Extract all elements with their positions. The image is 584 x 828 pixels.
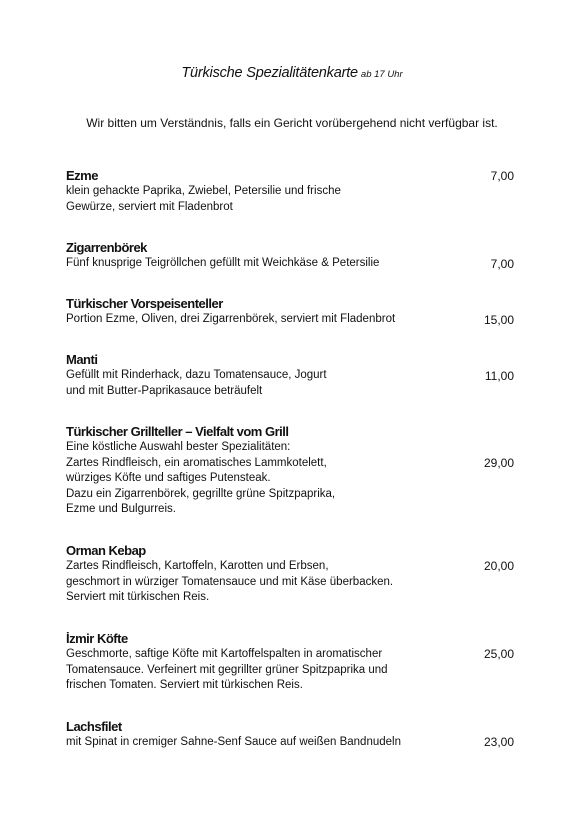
menu-item-ezme	[66, 168, 518, 215]
item-description	[66, 368, 466, 399]
item-description-line: Zartes Rindfleisch, Kartoffeln, Karotten und Erbsen,	[66, 560, 329, 572]
item-description-line: frischen Tomaten. Serviert mit türkischen Reis.	[66, 679, 303, 691]
item-price: 7,00	[490, 169, 514, 183]
item-price: 25,00	[483, 647, 514, 661]
item-description-line: und mit Butter-Paprikasauce beträufelt	[66, 384, 263, 397]
item-price: 7,00	[490, 257, 514, 271]
title-line	[0, 64, 584, 82]
item-description-line: Fünf knusprige Teigröllchen gefüllt mit Weichkäse & Petersilie	[66, 257, 380, 269]
item-description-line: Ezme und Bulgurreis.	[66, 503, 176, 515]
item-name: Manti	[66, 352, 98, 367]
item-price: 20,00	[483, 559, 514, 573]
item-description	[66, 312, 466, 328]
item-description	[66, 735, 466, 751]
item-name: Türkischer Grillteller – Vielfalt vom Grill	[66, 424, 289, 439]
item-description	[66, 440, 466, 518]
item-description-line: geschmort in würziger Tomatensauce und mit Käse überbacken.	[66, 575, 394, 588]
item-description-line: Geschmorte, saftige Köfte mit Kartoffelspalten in aromatischer	[66, 648, 383, 660]
item-price: 23,00	[483, 735, 514, 749]
item-description-line: mit Spinat in cremiger Sahne-Senf Sauce auf weißen Bandnudeln	[66, 736, 401, 748]
page-title: Türkische Spezialitätenkarte	[181, 65, 358, 81]
item-description-line: Dazu ein Zigarrenbörek, gegrillte grüne Spitzpaprika,	[66, 487, 336, 500]
item-price: 11,00	[484, 369, 514, 383]
item-description-line: Portion Ezme, Oliven, drei Zigarrenbörek, serviert mit Fladenbrot	[66, 313, 396, 325]
availability-notice: Wir bitten um Verständnis, falls ein Gericht vorübergehend nicht verfügbar ist.	[86, 116, 498, 130]
item-price: 29,00	[483, 456, 514, 470]
menu-item-manti	[66, 352, 518, 399]
item-description-line: Gewürze, serviert mit Fladenbrot	[66, 200, 233, 213]
item-description-line: würziges Köfte und saftiges Putensteak.	[66, 472, 271, 484]
page-subtitle: ab 17 Uhr	[360, 69, 403, 80]
item-description	[66, 559, 466, 606]
item-name: İzmir Köfte	[66, 631, 128, 646]
item-description	[66, 184, 466, 215]
item-description-line: klein gehackte Paprika, Zwiebel, Petersilie und frische	[66, 185, 341, 197]
item-description-line: Eine köstliche Auswahl bester Spezialitäten:	[66, 441, 291, 453]
menu-item-vorspeisenteller	[66, 296, 518, 328]
menu-item-grillteller	[66, 424, 518, 518]
item-name: Türkischer Vorspeisenteller	[66, 296, 223, 311]
item-description-line: Gefüllt mit Rinderhack, dazu Tomatensauce, Jogurt	[66, 369, 327, 381]
item-description-line: Serviert mit türkischen Reis.	[66, 591, 210, 603]
menu-item-izmir-kofte	[66, 631, 518, 694]
item-price: 15,00	[483, 313, 514, 327]
menu-item-lachsfilet	[66, 719, 518, 751]
item-name: Ezme	[66, 168, 98, 183]
item-description	[66, 647, 466, 694]
item-description	[66, 256, 466, 272]
item-description-line: Tomatensauce. Verfeinert mit gegrillter grüner Spitzpaprika und	[66, 663, 388, 676]
item-name: Zigarrenbörek	[66, 240, 147, 255]
item-description-line: Zartes Rindfleisch, ein aromatisches Lammkotelett,	[66, 456, 327, 469]
item-name: Lachsfilet	[66, 719, 122, 734]
menu-item-orman-kebap	[66, 543, 518, 606]
menu-item-zigarrenborek	[66, 240, 518, 272]
item-name: Orman Kebap	[66, 543, 146, 558]
